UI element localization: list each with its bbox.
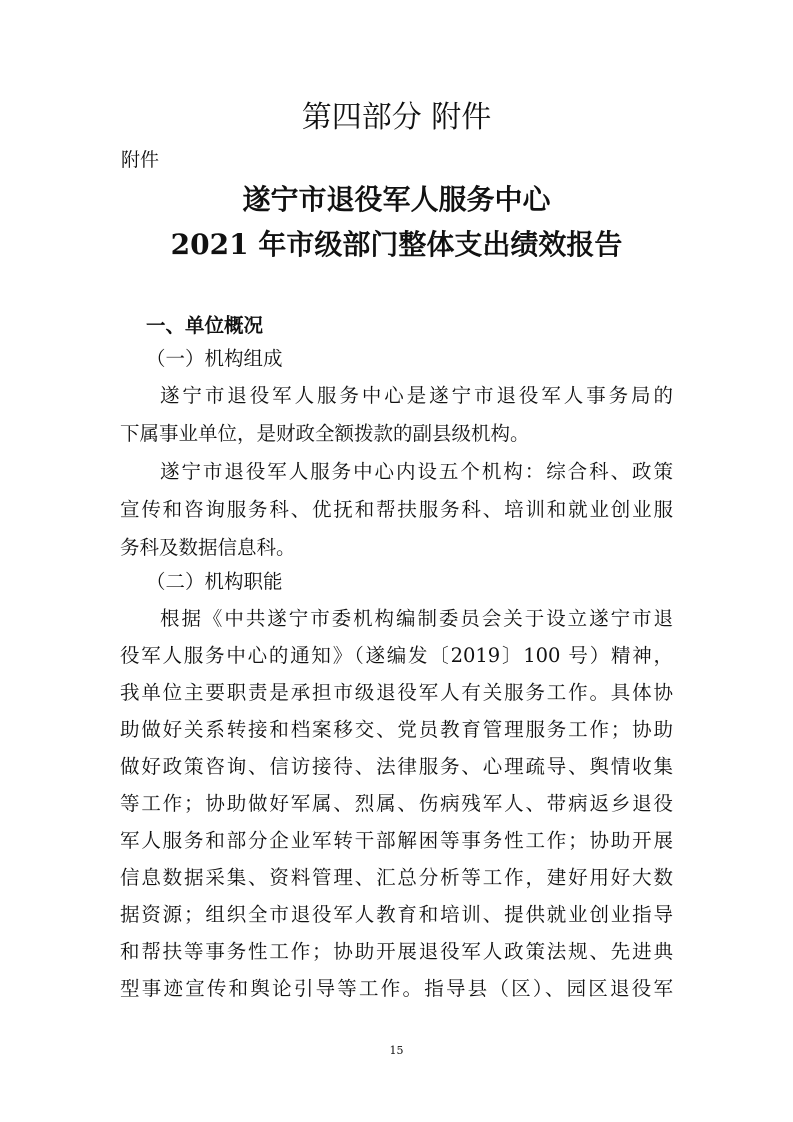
- paragraph-line: 军人服务和部分企业军转干部解困等事务性工作；协助开展: [120, 829, 673, 852]
- part-title: 第四部分 附件: [301, 100, 492, 135]
- paragraph-line: 遂宁市退役军人服务中心内设五个机构：综合科、政策: [160, 460, 673, 483]
- attachment-label: 附件: [121, 149, 160, 171]
- paragraph-line: 宣传和咨询服务科、优抚和帮扶服务科、培训和就业创业服: [120, 498, 673, 521]
- section-heading-unit-overview: 一、单位概况: [146, 314, 264, 337]
- paragraph-line: 根据《中共遂宁市委机构编制委员会关于设立遂宁市退: [160, 607, 673, 630]
- subheading-functions: （二）机构职能: [146, 570, 283, 593]
- paragraph-line: 做好政策咨询、信访接待、法律服务、心理疏导、舆情收集: [120, 755, 673, 778]
- subheading-organization: （一）机构组成: [146, 347, 283, 370]
- page-number: 15: [389, 1044, 404, 1057]
- paragraph-line: 信息数据采集、资料管理、汇总分析等工作，建好用好大数: [120, 866, 673, 889]
- paragraph-line: 助做好关系转接和档案移交、党员教育管理服务工作；协助: [120, 718, 673, 741]
- report-title-line1: 遂宁市退役军人服务中心: [242, 183, 551, 216]
- paragraph-line: 下属事业单位，是财政全额拨款的副县级机构。: [120, 422, 530, 445]
- paragraph-line: 和帮扶等事务性工作；协助开展退役军人政策法规、先进典: [120, 940, 673, 963]
- paragraph-line: 务科及数据信息科。: [120, 536, 296, 559]
- paragraph-line: 型事迹宣传和舆论引导等工作。指导县（区）、园区退役军: [120, 977, 673, 1000]
- paragraph-line: 据资源；组织全市退役军人教育和培训、提供就业创业指导: [120, 903, 673, 926]
- paragraph-line: 我单位主要职责是承担市级退役军人有关服务工作。具体协: [120, 681, 673, 704]
- paragraph-line: 遂宁市退役军人服务中心是遂宁市退役军人事务局的: [160, 384, 673, 407]
- paragraph-line: 等工作；协助做好军属、烈属、伤病残军人、带病返乡退役: [120, 792, 673, 815]
- paragraph-line: 役军人服务中心的通知》（遂编发〔2019〕100 号）精神，: [120, 644, 673, 667]
- report-title-line2: 2021 年市级部门整体支出绩效报告: [170, 228, 623, 261]
